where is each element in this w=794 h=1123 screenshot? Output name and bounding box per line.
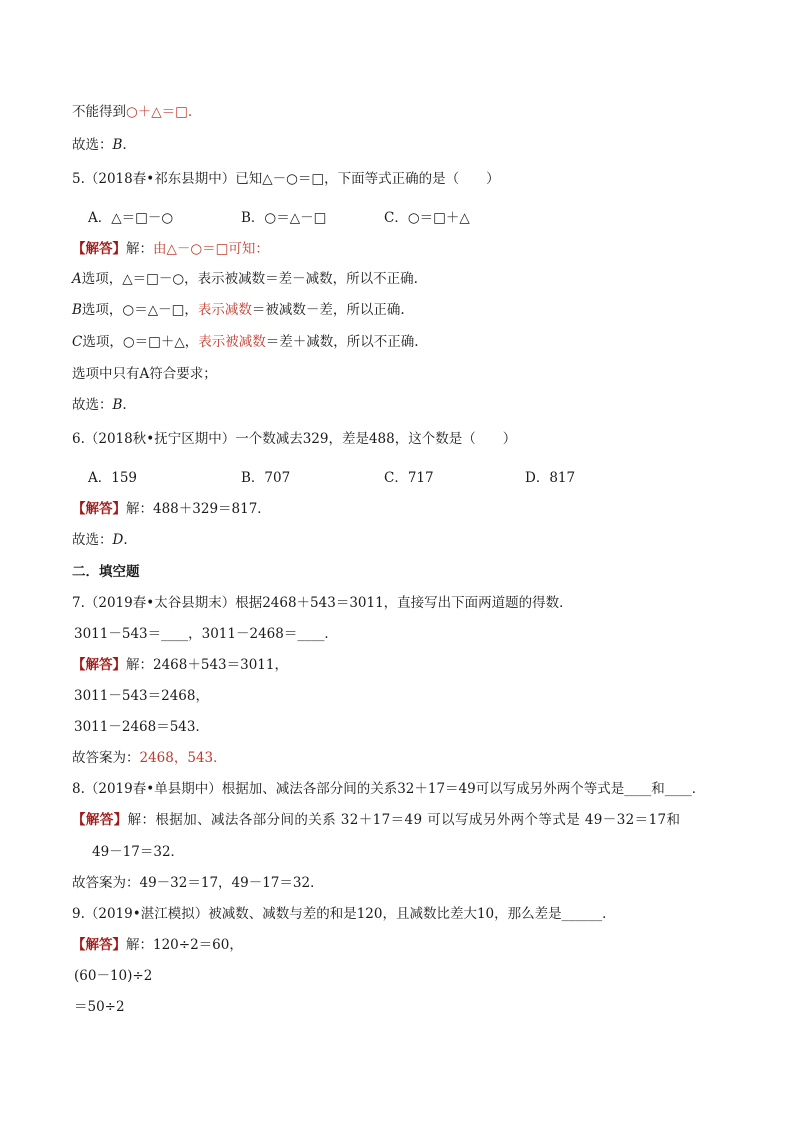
text: .: [123, 532, 128, 548]
question-9: 9.（2019•湛江模拟）被减数、减数与差的和是120，且减数比差大10，那么差是______．: [72, 906, 616, 922]
question-7-blanks: 3011－543＝____，3011－2468＝____．: [74, 626, 338, 642]
option-b: B．○＝△－□: [241, 210, 327, 226]
text: 选项，○＝□＋△，: [82, 334, 199, 350]
answer-line: 故答案为：49－32＝17，49－17＝32．: [72, 875, 324, 891]
option-letter: A: [72, 271, 82, 287]
text: ＝差＋减数，所以不正确.: [265, 334, 419, 350]
text: 选项，○＝△－□，: [81, 302, 198, 318]
solution-line: [72, 936, 243, 954]
text: 解：2468＋543＝3011，: [126, 657, 288, 673]
option-letter: C: [72, 334, 83, 350]
section-heading: 二．填空题: [72, 564, 140, 580]
text: 不能得到: [72, 104, 126, 120]
solution-line: [72, 656, 288, 674]
text: 故选：: [72, 397, 113, 413]
option-d: D．817: [525, 470, 576, 486]
solution-line: [72, 500, 271, 518]
answer-line: [72, 396, 127, 414]
solution-line: ＝50÷2: [74, 999, 125, 1015]
option-c: C．○＝□＋△: [384, 210, 470, 226]
text: .: [122, 137, 127, 153]
answer-letter: D: [112, 532, 124, 548]
question-7: 7.（2019春•太谷县期末）根据2468＋543＝3011，直接写出下面两道题的得数．: [72, 595, 573, 611]
solution-line: [72, 270, 418, 288]
solution-line: [72, 301, 405, 319]
text: ＝被减数－差，所以正确.: [251, 302, 405, 318]
text: 解：: [126, 241, 153, 257]
option-b: B．707: [241, 470, 291, 486]
solution-line: 49－17＝32．: [92, 844, 185, 860]
text-line: [72, 103, 192, 121]
answer-line: [72, 136, 127, 154]
solution-line: 3011－2468＝543．: [74, 719, 209, 735]
answer-line: [72, 531, 128, 549]
option-letter: B: [72, 302, 82, 318]
text: 解：根据加、减法各部分间的关系 32＋17＝49 可以写成另外两个等式是 49－32＝17和: [127, 812, 681, 828]
red-text: ○＋△＝□.: [126, 104, 193, 120]
solution-tag: 【解答】: [72, 501, 126, 517]
solution-tag: 【解答】: [72, 937, 126, 953]
solution-tag: 【解答】: [72, 657, 126, 673]
solution-line: [72, 811, 680, 829]
answer-letter: B: [112, 397, 123, 413]
text: 解：488＋329＝817．: [126, 501, 271, 517]
solution-line: 3011－543＝2468，: [74, 688, 209, 704]
red-text: 表示被减数: [198, 334, 266, 350]
solution-line: [72, 240, 269, 258]
answer-letter: B: [112, 137, 123, 153]
answer-line: [72, 749, 227, 767]
text: 解：120÷2＝60，: [126, 937, 243, 953]
question-6: 6.（2018秋•抚宁区期中）一个数减去329，差是488，这个数是（ ）: [72, 431, 517, 447]
option-a: A．△＝□－○: [88, 210, 174, 226]
text: 故答案为：: [72, 750, 140, 766]
text: .: [122, 397, 127, 413]
red-text: 2468，543．: [139, 750, 227, 766]
solution-tag: 【解答】: [72, 812, 128, 828]
solution-line: (60－10)÷2: [74, 968, 153, 984]
question-5: 5.（2018春•祁东县期中）已知△－○＝□，下面等式正确的是（ ）: [72, 171, 500, 187]
text: 故选：: [72, 137, 113, 153]
solution-line: 选项中只有A符合要求；: [72, 366, 217, 382]
option-c: C．717: [384, 470, 434, 486]
text: 故选：: [72, 532, 113, 548]
solution-tag: 【解答】: [72, 241, 126, 257]
question-8: 8.（2019春•单县期中）根据加、减法各部分间的关系32＋17＝49可以写成另外两个等式是____和____．: [72, 781, 706, 797]
text: 选项，△＝□－○，表示被减数＝差－减数，所以不正确.: [81, 271, 418, 287]
red-text: 表示减数: [197, 302, 252, 318]
red-text: 由△－○＝□可知：: [153, 241, 269, 257]
solution-line: [72, 333, 419, 351]
option-a: A．159: [88, 470, 138, 486]
